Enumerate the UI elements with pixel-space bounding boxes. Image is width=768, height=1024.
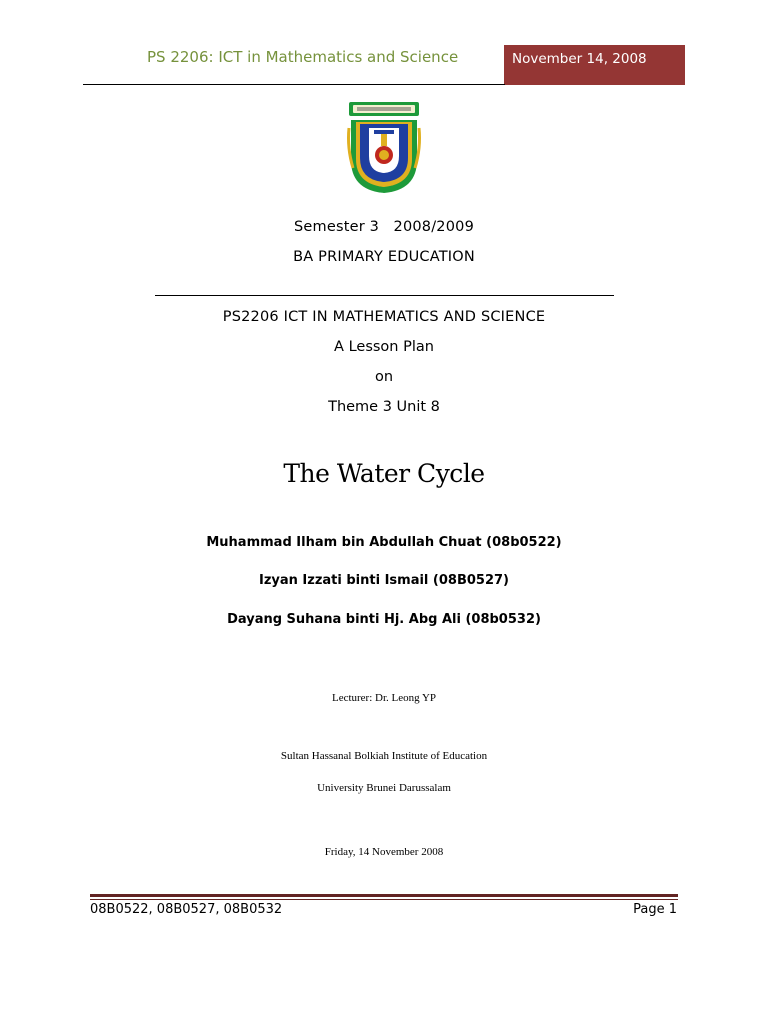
divider-rule <box>155 295 614 296</box>
author-3: Dayang Suhana binti Hj. Abg Ali (08b0532) <box>227 612 541 627</box>
lecturer-line: Lecturer: Dr. Leong YP <box>331 692 437 704</box>
author-2: Izyan Izzati binti Ismail (08B0527) <box>259 573 509 588</box>
date-line: Friday, 14 November 2008 <box>324 846 444 858</box>
institute-line: Sultan Hassanal Bolkiah Institute of Education <box>280 750 488 762</box>
header-date: November 14, 2008 <box>512 51 647 67</box>
lesson-plan-line: A Lesson Plan <box>334 339 434 355</box>
header-rule <box>83 84 505 85</box>
university-line: University Brunei Darussalam <box>317 782 451 794</box>
document-title: The Water Cycle <box>283 459 485 488</box>
header-date-box <box>504 45 685 85</box>
course-line: PS2206 ICT IN MATHEMATICS AND SCIENCE <box>222 309 546 325</box>
footer-ids: 08B0522, 08B0527, 08B0532 <box>90 902 283 917</box>
footer-rule-thick <box>90 894 678 897</box>
author-1: Muhammad Ilham bin Abdullah Chuat (08b0522) <box>206 535 562 550</box>
semester-line: Semester 3 2008/2009 <box>293 219 475 235</box>
university-crest-icon <box>345 98 423 196</box>
theme-line: Theme 3 Unit 8 <box>328 399 440 415</box>
footer-page-number: Page 1 <box>633 902 677 917</box>
header-title: PS 2206: ICT in Mathematics and Science <box>147 48 459 66</box>
on-line: on <box>374 369 394 385</box>
footer-rule-thin <box>90 899 678 900</box>
program-line: BA PRIMARY EDUCATION <box>293 249 475 265</box>
